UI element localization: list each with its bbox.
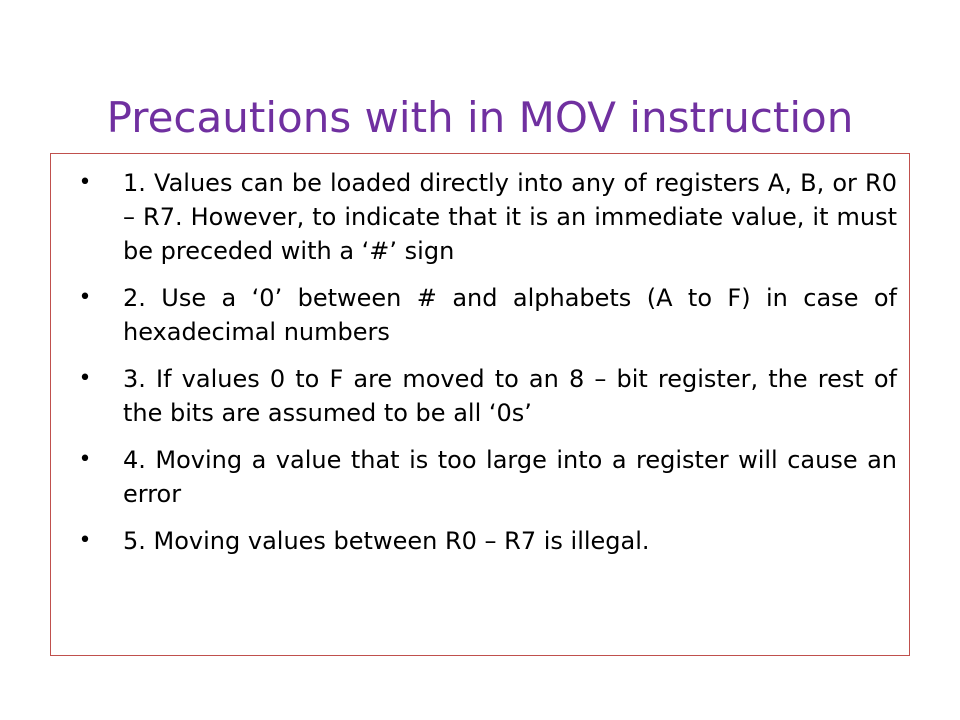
bullet-dot-icon: • xyxy=(78,366,92,391)
bullet-dot-icon: • xyxy=(78,170,92,195)
bullet-text-2: 2. Use a ‘0’ between # and alphabets (A to F) in case of hexadecimal numbers xyxy=(123,284,897,346)
bullet-item-4 xyxy=(69,443,897,511)
bullet-text-1: 1. Values can be loaded directly into any of registers A, B, or R0 – R7. However, to indicate that it is an immediate value, it must be preceded with a ‘#’ sign xyxy=(123,169,897,265)
bullet-dot-icon: • xyxy=(78,528,92,553)
bullet-text-4: 4. Moving a value that is too large into a register will cause an error xyxy=(123,446,897,508)
bullet-item-3 xyxy=(69,362,897,430)
bullet-item-5 xyxy=(69,524,897,558)
content-box xyxy=(50,153,910,656)
bullet-list xyxy=(69,166,897,571)
bullet-dot-icon: • xyxy=(78,285,92,310)
bullet-text-5: 5. Moving values between R0 – R7 is illegal. xyxy=(123,527,650,555)
bullet-item-1 xyxy=(69,166,897,268)
bullet-text-3: 3. If values 0 to F are moved to an 8 – bit register, the rest of the bits are assumed to be all ‘0s’ xyxy=(123,365,897,427)
bullet-dot-icon: • xyxy=(78,447,92,472)
slide-title: Precautions with in MOV instruction xyxy=(106,93,854,143)
bullet-item-2 xyxy=(69,281,897,349)
